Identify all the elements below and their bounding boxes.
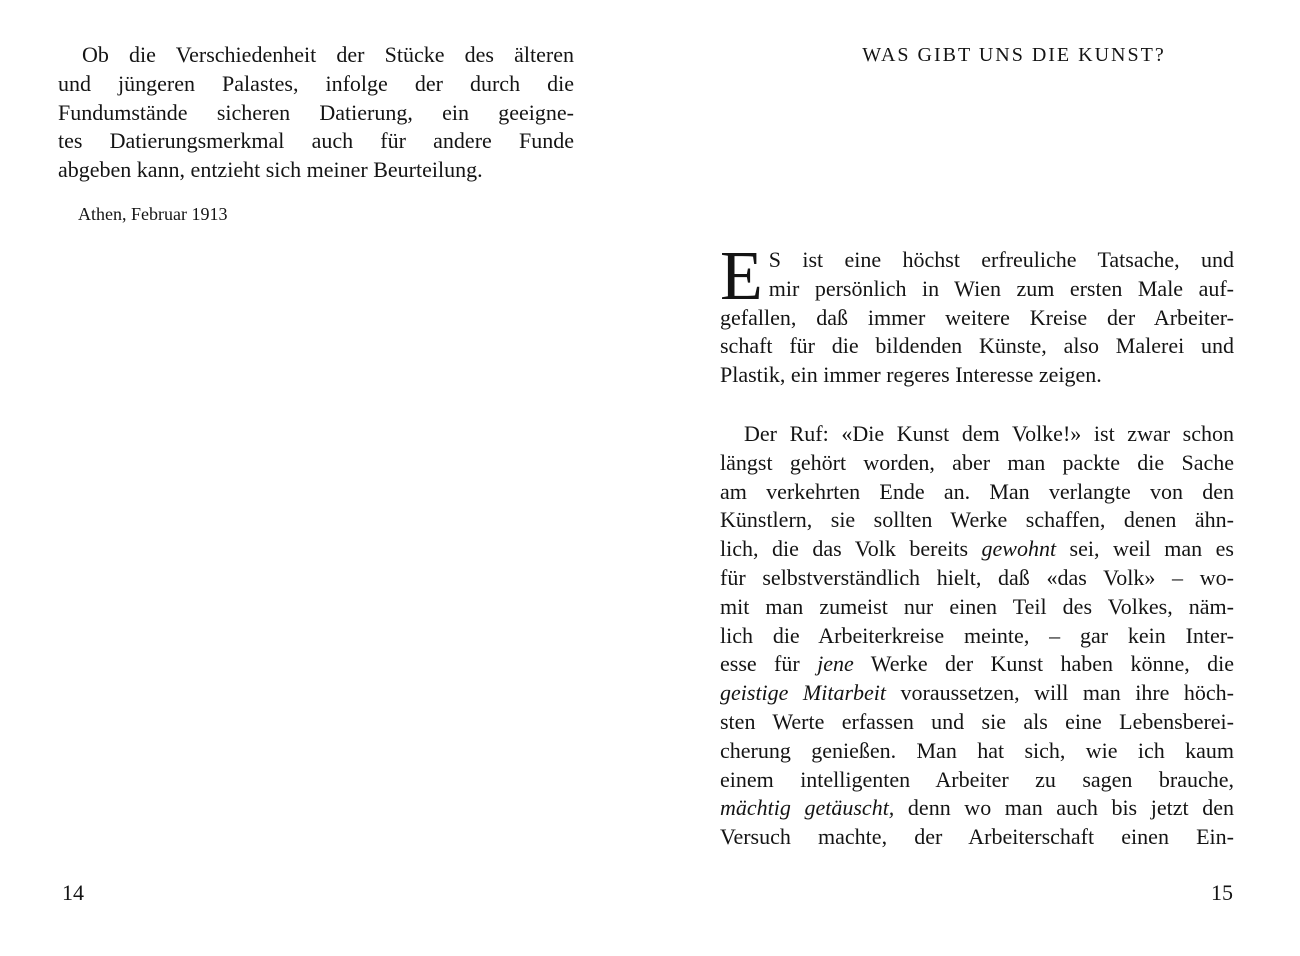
text-line <box>720 535 1234 564</box>
text-line <box>720 794 1234 823</box>
text-line: S ist eine höchst erfreuliche Tatsache, und <box>768 247 1234 272</box>
text-run: voraussetzen, will man ihre höch- <box>886 680 1235 706</box>
text-line: Künstlern, sie sollten Werke schaffen, denen ähn- <box>720 507 1234 533</box>
left-paragraph <box>58 41 574 185</box>
text-run: denn wo man auch bis jetzt den <box>894 795 1234 821</box>
text-line <box>720 679 1234 708</box>
chapter-title: WAS GIBT UNS DIE KUNST? <box>862 44 1166 66</box>
text-line: cherung genießen. Man hat sich, wie ich kaum <box>720 737 1234 763</box>
text-line: einem intelligenten Arbeiter zu sagen brauche, <box>720 766 1234 792</box>
text-run: sei, weil man es <box>1056 536 1234 562</box>
text-line: Versuch machte, der Arbeiterschaft einen Ein- <box>720 824 1234 850</box>
text-line: mit man zumeist nur einen Teil des Volkes, näm- <box>720 593 1234 619</box>
page-number-left: 14 <box>62 880 84 905</box>
text-line: gefallen, daß immer weitere Kreise der Arbeiter- <box>720 304 1234 330</box>
italic-text: geistige Mitarbeit <box>720 680 887 706</box>
italic-text: jene <box>817 651 854 677</box>
text-run: lich, die das Volk bereits <box>720 536 982 562</box>
italic-text: mächtig getäuscht, <box>720 795 895 821</box>
text-line: abgeben kann, entzieht sich meiner Beurteilung. <box>58 157 483 183</box>
text-line: für selbstverständlich hielt, daß «das Volk» – wo- <box>720 564 1234 590</box>
italic-text: gewohnt <box>981 536 1057 562</box>
text-run: Werke der Kunst haben könne, die <box>853 651 1234 677</box>
text-line: Plastik, ein immer regeres Interesse zeigen. <box>720 362 1102 388</box>
right-page <box>650 0 1300 956</box>
opening-paragraph <box>720 238 1234 390</box>
text-line: tes Datierungsmerkmal auch für andere Funde <box>58 128 574 154</box>
text-line: schaft für die bildenden Künste, also Malerei und <box>720 333 1234 359</box>
second-paragraph <box>720 420 1234 852</box>
text-line: längst gehört worden, aber man packte die Sache <box>720 449 1234 475</box>
text-run: esse für <box>720 651 818 677</box>
drop-cap: E <box>720 238 763 315</box>
text-line <box>720 650 1234 679</box>
place-date-line: Athen, Februar 1913 <box>78 204 228 224</box>
page-number-right: 15 <box>1211 880 1233 905</box>
text-line: Der Ruf: «Die Kunst dem Volke!» ist zwar schon <box>744 421 1234 446</box>
text-line: Fundumstände sicheren Datierung, ein geeigne- <box>58 99 574 125</box>
text-line: Ob die Verschiedenheit der Stücke des älteren <box>82 42 574 67</box>
text-line: am verkehrten Ende an. Man verlangte von den <box>720 478 1234 504</box>
text-line: und jüngeren Palastes, infolge der durch die <box>58 70 574 96</box>
text-line: lich die Arbeiterkreise meinte, – gar kein Inter- <box>720 622 1234 648</box>
text-line: mir persönlich in Wien zum ersten Male auf- <box>768 275 1234 301</box>
text-line: sten Werte erfassen und sie als eine Lebensberei- <box>720 708 1234 734</box>
